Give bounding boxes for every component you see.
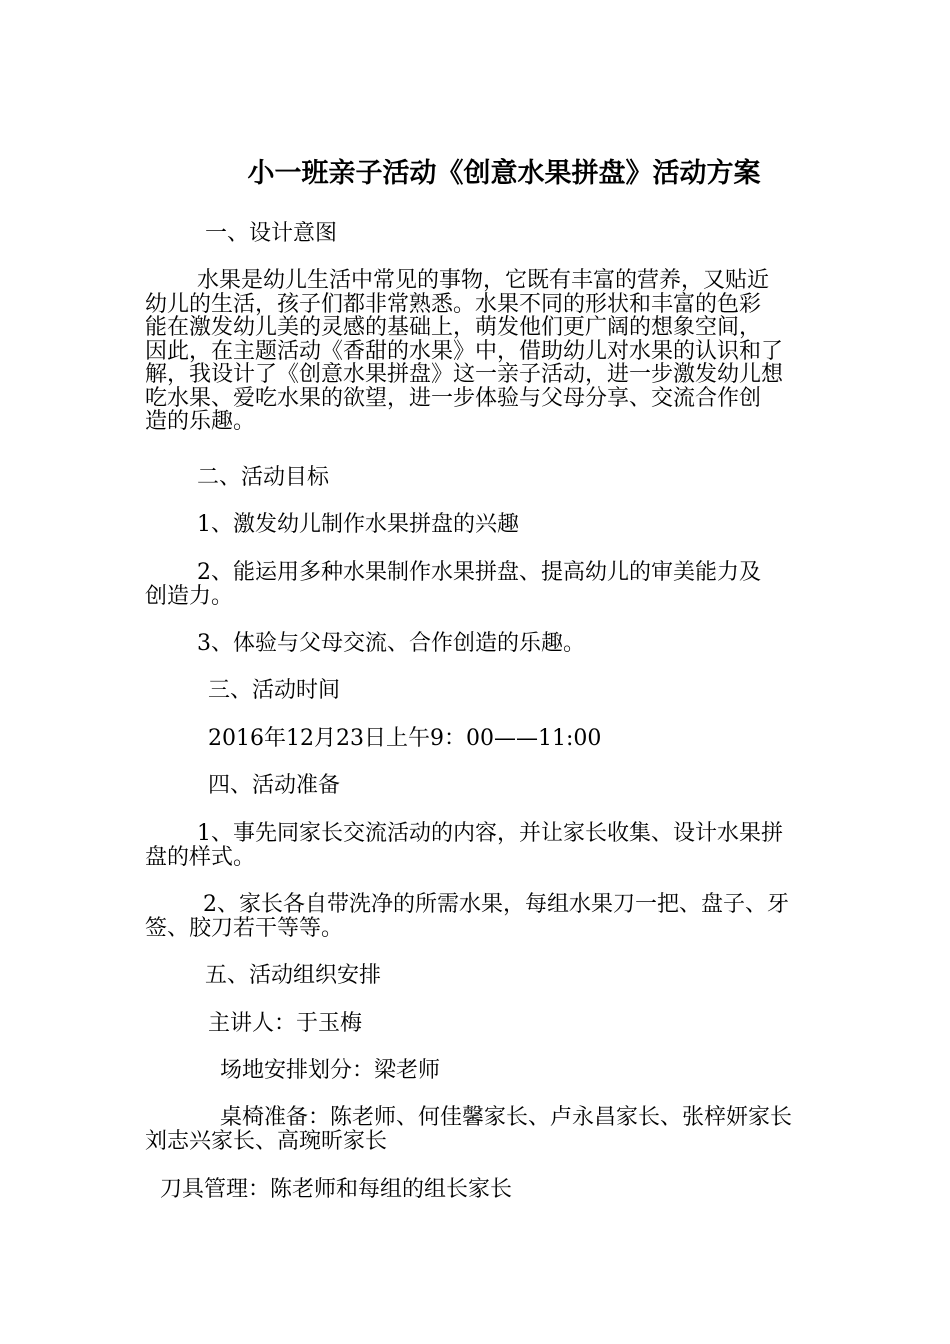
speaker-line: 主讲人：于玉梅 [208, 1011, 363, 1036]
design-intent-paragraph [145, 269, 810, 434]
paragraph-line: 能在激发幼儿美的灵感的基础上，萌发他们更广阔的想象空间， [145, 315, 762, 340]
preparation-item-1-line2: 盘的样式。 [145, 844, 256, 870]
paragraph-line: 幼儿的生活，孩子们都非常熟悉。水果不同的形状和丰富的色彩 [145, 291, 762, 317]
section-heading-organization: 五、活动组织安排 [205, 963, 382, 988]
section-heading-goals: 二、活动目标 [197, 465, 330, 490]
paragraph-line: 因此，在主题活动《香甜的水果》中，借助幼儿对水果的认识和了 [145, 338, 784, 364]
preparation-item-2-line2: 签、胶刀若干等等。 [145, 915, 344, 941]
chairs-line-2: 刘志兴家长、高琬昕家长 [145, 1128, 388, 1154]
venue-line: 场地安排划分：梁老师 [220, 1058, 441, 1083]
activity-time: 2016年12月23日上午9：00——11:00 [208, 726, 602, 751]
paragraph-line: 造的乐趣。 [145, 409, 256, 434]
preparation-item-2-line1: 2、家长各自带洗净的所需水果，每组水果刀一把、盘子、牙 [203, 892, 789, 917]
goal-item-2-line1: 2、能运用多种水果制作水果拼盘、提高幼儿的审美能力及 [197, 560, 761, 585]
paragraph-line: 水果是幼儿生活中常见的事物，它既有丰富的营养，又贴近 [197, 268, 770, 293]
goal-item-2 [145, 561, 810, 608]
knives-line: 刀具管理：陈老师和每组的组长家长 [160, 1177, 513, 1202]
section-heading-preparation: 四、活动准备 [208, 773, 341, 798]
chairs-line-1: 桌椅准备：陈老师、何佳馨家长、卢永昌家长、张梓妍家长 [220, 1105, 793, 1130]
preparation-item-1-line1: 1、事先同家长交流活动的内容，并让家长收集、设计水果拼 [197, 821, 783, 846]
goal-item-3: 3、体验与父母交流、合作创造的乐趣。 [197, 631, 585, 656]
chairs-line [145, 1106, 810, 1153]
goal-item-2-line2: 创造力。 [145, 583, 234, 609]
section-heading-design-intent: 一、设计意图 [205, 221, 338, 246]
document-title: 小一班亲子活动《创意水果拼盘》活动方案 [247, 158, 761, 189]
paragraph-line: 解，我设计了《创意水果拼盘》这一亲子活动，进一步激发幼儿想 [145, 362, 784, 387]
preparation-item-2 [145, 893, 810, 940]
paragraph-line: 吃水果、爱吃水果的欲望，进一步体验与父母分享、交流合作创 [145, 385, 762, 411]
section-heading-time: 三、活动时间 [208, 678, 341, 703]
goal-item-1: 1、激发幼儿制作水果拼盘的兴趣 [197, 512, 519, 537]
preparation-item-1 [145, 822, 810, 869]
